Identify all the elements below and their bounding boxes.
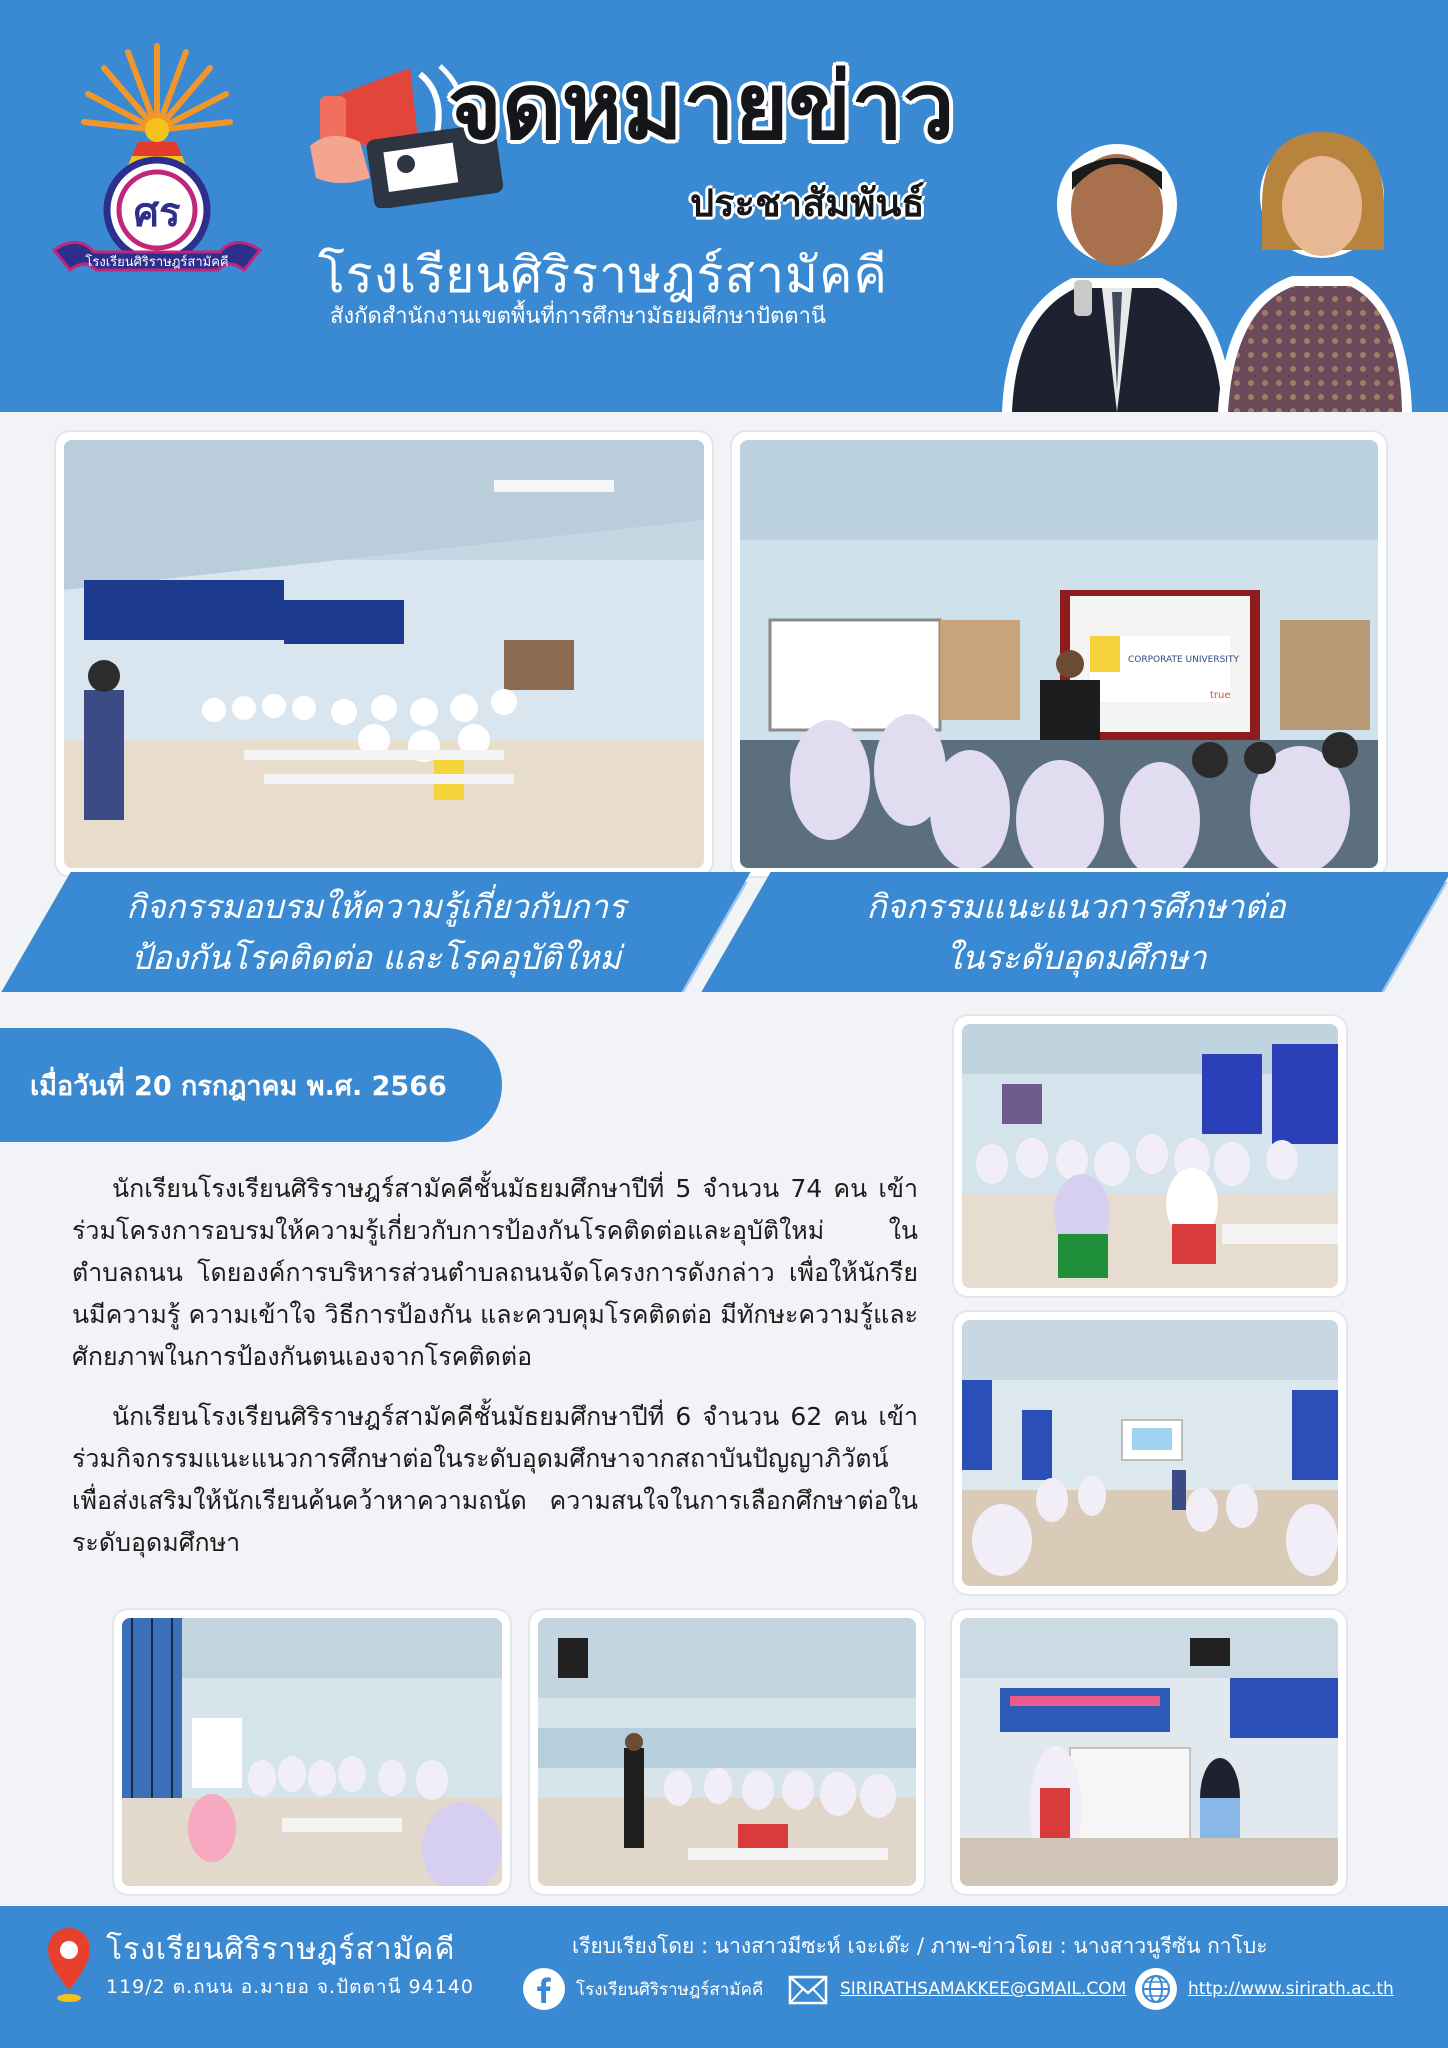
school-affiliation: สังกัดสำนักงานเขตพื้นที่การศึกษามัธยมศึกษาปัตตานี [330,304,826,329]
footer-facebook[interactable] [522,1966,763,2012]
slide-text: CORPORATE UNIVERSITY [1128,655,1239,665]
banner-guidance-line2: ในระดับอุดมศึกษา [945,938,1207,977]
school-logo [48,38,266,288]
photo-training-classroom [56,432,712,876]
banner-training-line2: ป้องกันโรคติดต่อ และโรคอุบัติใหม่ [130,938,622,977]
banner-training-line1: กิจกรรมอบรมให้ความรู้เกี่ยวกับการ [126,886,626,926]
globe-icon [1134,1967,1178,2011]
footer-website-link[interactable]: http://www.sirirath.ac.th [1188,1979,1394,1999]
photo-guidance-session [732,432,1386,876]
photo-students-group [954,1016,1346,1296]
footer-facebook-label[interactable]: โรงเรียนศิริราษฎร์สามัคคี [576,1979,764,2000]
paragraph-guidance [72,1396,918,1564]
footer-email[interactable] [786,1966,1126,2012]
photo-classroom-corridor [114,1610,510,1894]
banner-guidance-line1: กิจกรรมแนะแนวการศึกษาต่อ [866,886,1286,926]
photo-seminar-hall [954,1312,1346,1594]
banner-training-title [36,872,716,992]
footer-school-name: โรงเรียนศิริราษฎร์สามัคคี [106,1932,456,1967]
event-date: เมื่อวันที่ 20 กรกฎาคม พ.ศ. 2566 [0,1028,502,1142]
paragraph-guidance-text: นักเรียนโรงเรียนศิริราษฎร์สามัคคีชั้นมัธยมศึกษาปีที่ 6 จำนวน 62 คน เข้าร่วมกิจกรรมแนะแนวการศึกษาต่อในระดับอุดมศึกษาจากสถาบันปัญญาภิวัตน์ เพื่อส่งเสริมให้นักเรียนค้นคว้าหาความถนัด ความสนใจในการเลือกศึกษาต่อในระดับอุดมศึกษา [72,1402,918,1557]
footer-address: 119/2 ต.ถนน อ.มายอ จ.ปัตตานี 94140 [106,1976,474,1998]
slide-brand: true [1210,690,1231,701]
svg-text:ศร: ศร [133,190,181,236]
newsletter-subtitle: ประชาสัมพันธ์ [690,181,925,225]
newsletter-title: จดหมายข่าว [448,53,955,160]
paragraph-training [72,1168,918,1378]
photo-group-presentation [952,1610,1346,1894]
footer-website[interactable] [1134,1966,1394,2012]
location-pin-icon [44,1924,94,2006]
director-photo [992,110,1412,412]
paragraph-training-text: นักเรียนโรงเรียนศิริราษฎร์สามัคคีชั้นมัธยมศึกษาปีที่ 5 จำนวน 74 คน เข้าร่วมโครงการอบรมให้ความรู้เกี่ยวกับการป้องกันโรคติดต่อและอุบัติใหม่ ในตำบลถนน โดยองค์การบริหารส่วนตำบลถนนจัดโครงการดังกล่าว เพื่อให้นักรียนมีความรู้ ความเข้าใจ วิธีการป้องกัน และควบคุมโรคติดต่อ มีทักษะความรู้และศักยภาพในการป้องกันตนเองจากโรคติดต่อ [72,1174,918,1371]
school-name: โรงเรียนศิริราษฎร์สามัคคี [318,246,888,304]
facebook-icon [522,1967,566,2011]
logo-text: โรงเรียนศิริราษฎร์สามัคคี [85,255,229,270]
header [0,0,1448,412]
email-icon [786,1967,830,2011]
photo-lecture-room [530,1610,924,1894]
footer-credit: เรียบเรียงโดย : นางสาวมีซะห์ เจะเต๊ะ / ภาพ-ข่าวโดย : นางสาวนูรีซัน กาโบะ [572,1934,1268,1958]
footer-email-link[interactable]: SIRIRATHSAMAKKEE@GMAIL.COM [840,1979,1127,1999]
banner-guidance-title [736,872,1416,992]
